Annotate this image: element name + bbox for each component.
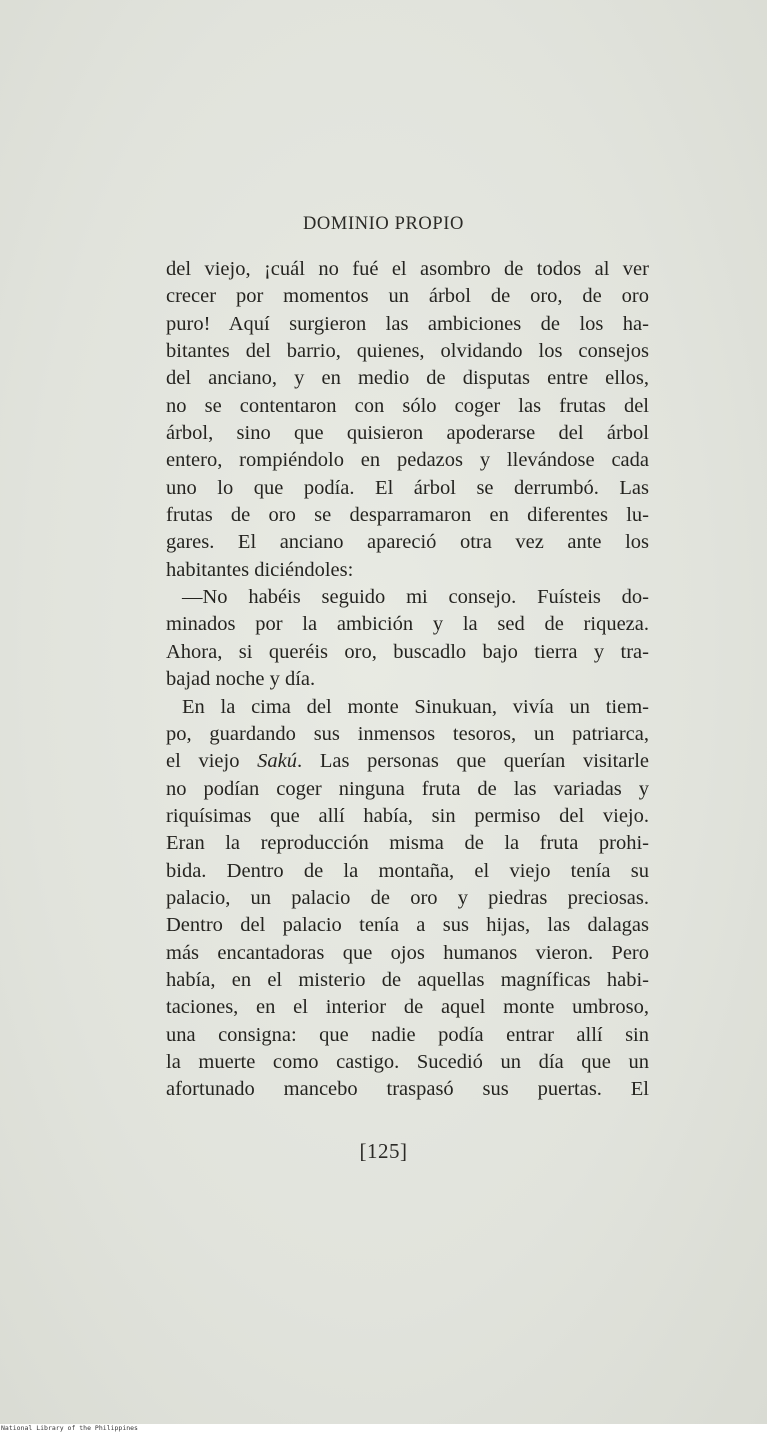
- text-line: entero, rompiéndolo en pedazos y llevándose cada: [166, 449, 649, 472]
- text-line: Eran la reproducción misma de la fruta prohi-: [166, 832, 649, 855]
- text-line: riquísimas que allí había, sin permiso del viejo.: [166, 804, 649, 827]
- text-line: no se contentaron con sólo coger las frutas del: [166, 394, 649, 417]
- italic-name: Sakú: [257, 750, 298, 773]
- body-text: [166, 256, 649, 1104]
- library-credit: National Library of the Philippines: [1, 1424, 138, 1432]
- text-line: taciones, en el interior de aquel monte umbroso,: [166, 996, 649, 1019]
- text-line: árbol, sino que quisieron apoderarse del árbol: [166, 422, 649, 445]
- text-line: bitantes del barrio, quienes, olvidando los consejos: [166, 340, 649, 363]
- text-line-italic: el viejo Sakú. Las personas que querían visitarle: [166, 750, 649, 773]
- text-line: no podían coger ninguna fruta de las variadas y: [166, 777, 649, 800]
- text-line: gares. El anciano apareció otra vez ante los: [166, 531, 649, 554]
- page-number: [125]: [359, 1139, 408, 1163]
- text-line: bajad noche y día.: [166, 668, 316, 691]
- text-line: crecer por momentos un árbol de oro, de oro: [166, 285, 649, 308]
- text-line: minados por la ambición y la sed de riqueza.: [166, 613, 649, 636]
- text-line: más encantadoras que ojos humanos vieron. Pero: [166, 941, 649, 964]
- running-head: DOMINIO PROPIO: [302, 214, 465, 234]
- text-line: habitantes diciéndoles:: [166, 558, 354, 581]
- text-line: la muerte como castigo. Sucedió un día que un: [166, 1050, 649, 1073]
- text-line: una consigna: que nadie podía entrar allí sin: [166, 1023, 649, 1046]
- text-line: había, en el misterio de aquellas magníficas habi-: [166, 968, 649, 991]
- text-line: uno lo que podía. El árbol se derrumbó. Las: [166, 476, 649, 499]
- text-line: —No habéis seguido mi consejo. Fuísteis do-: [182, 586, 649, 609]
- text-line: Dentro del palacio tenía a sus hijas, las dalagas: [166, 914, 649, 937]
- text-line: afortunado mancebo traspasó sus puertas. El: [166, 1078, 649, 1101]
- text-fragment: Las personas que querían visitarle: [319, 750, 649, 773]
- text-line: En la cima del monte Sinukuan, vivía un tiem-: [182, 695, 649, 718]
- text-line: palacio, un palacio de oro y piedras preciosas.: [166, 886, 649, 909]
- text-line: del anciano, y en medio de disputas entre ellos,: [166, 367, 649, 390]
- text-line: po, guardando sus inmensos tesoros, un patriarca,: [166, 722, 649, 745]
- text-line: puro! Aquí surgieron las ambiciones de los ha-: [166, 312, 649, 335]
- text-line: Ahora, si queréis oro, buscadlo bajo tierra y tra-: [166, 640, 649, 663]
- text-fragment: el viejo: [166, 750, 240, 773]
- text-line: del viejo, ¡cuál no fué el asombro de todos al ver: [166, 258, 649, 280]
- text-line: bida. Dentro de la montaña, el viejo tenía su: [166, 859, 649, 882]
- text-line: frutas de oro se desparramaron en diferentes lu-: [166, 504, 649, 527]
